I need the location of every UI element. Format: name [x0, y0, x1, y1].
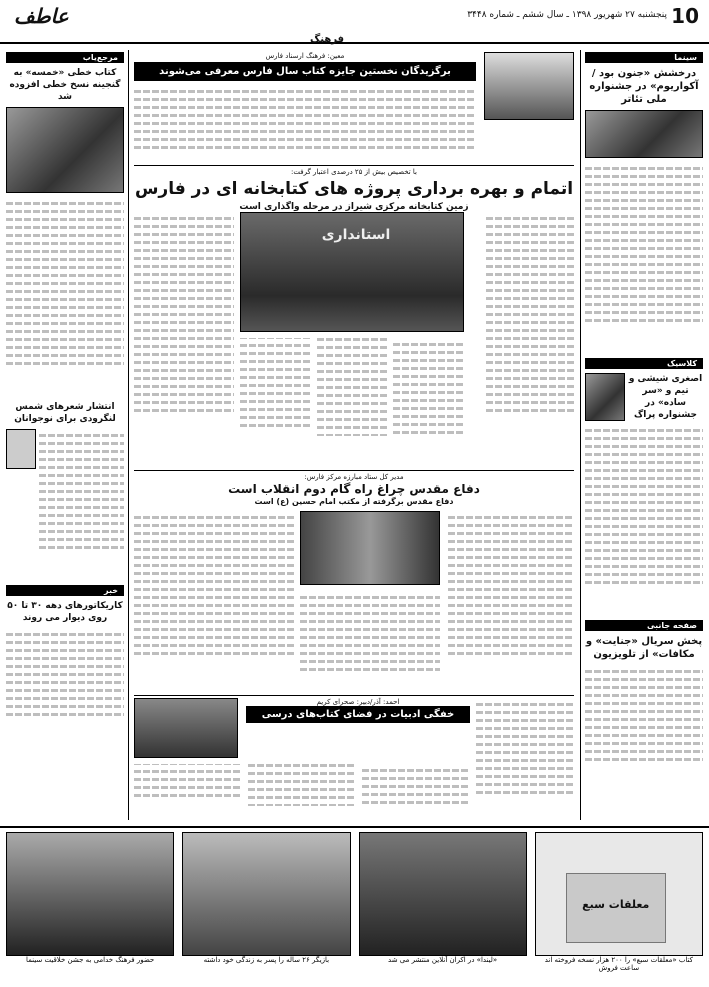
lead-story	[134, 168, 574, 468]
divider-2	[134, 470, 574, 471]
defense-story-kicker: مدیر کل ستاد مبارزه مرکز فارس:	[304, 473, 404, 481]
newspaper-logo: عاطف	[14, 4, 69, 28]
section-title: فرهنگ	[310, 34, 345, 45]
literature-story-kicker: احمد: آذر/دبیر: صحرای کریم	[316, 698, 400, 706]
left-story-1-title: کتاب خطی «خمسه» به گنجینه نسخ خطی افزوده شد	[9, 68, 121, 102]
literature-story-body-right	[476, 698, 574, 816]
left-story-2-body	[39, 429, 124, 579]
literature-story	[134, 698, 574, 822]
divider-3	[134, 695, 574, 696]
right-story-2-body	[585, 424, 703, 614]
bottom-item-3	[182, 832, 350, 982]
defense-story-photo	[300, 511, 440, 585]
right-tab-2: کلاسیک	[585, 358, 703, 369]
lead-story-kicker: با تخصیص بیش از ۲۵ درصدی اعتبار گرفت:	[291, 168, 417, 176]
date-line: پنجشنبه ۲۷ شهریور ۱۳۹۸ ـ سال ششم ـ شماره ۳۴۴۸	[467, 10, 667, 20]
left-column-divider	[128, 50, 129, 820]
left-column	[6, 52, 124, 822]
literature-story-photo	[134, 698, 238, 758]
defense-story-body-left	[134, 511, 294, 687]
book-cover-title: معلقات سبع	[582, 898, 650, 911]
bottom-caption-2: «لیندا» در اکران آنلاین منتشر می شد	[388, 956, 498, 964]
top-story-kicker: معین: فرهنگ ارسناد فارس	[265, 52, 345, 60]
bottom-photo-4	[6, 832, 174, 956]
bottom-item-4	[6, 832, 174, 982]
left-story-3-title: کاریکاتورهای دهه ۳۰ تا ۵۰ روی دیوار می روند	[7, 601, 123, 623]
left-tab-3: خبر	[6, 585, 124, 596]
defense-story-subtitle: دفاع مقدس برگرفته از مکتب امام حسین (ع) است	[254, 497, 454, 506]
bottom-photo-2	[359, 832, 527, 956]
bottom-photo-strip	[6, 832, 703, 982]
left-story-2-portrait	[6, 429, 36, 469]
right-story-1-photo	[585, 110, 703, 158]
right-tab-1: سینما	[585, 52, 703, 63]
defense-story	[134, 473, 574, 693]
right-story-3-body	[585, 665, 703, 785]
right-column	[585, 52, 703, 822]
right-story-2-photo	[585, 373, 625, 421]
left-story-2-title: انتشار شعرهای شمس لنگرودی برای نوجوانان	[14, 402, 116, 424]
bottom-item-1	[535, 832, 703, 982]
right-column-divider	[580, 50, 581, 820]
top-story-body	[134, 85, 476, 163]
left-story-1-body	[6, 197, 124, 397]
bottom-caption-1: کتاب «معلقات سبع» را ۲۰۰ هزار نسخه فروخته اند ساعت فروش	[544, 956, 693, 972]
defense-story-body-mid	[300, 591, 440, 687]
defense-story-body-right	[448, 511, 574, 687]
page-number: 10	[671, 4, 699, 28]
masthead	[0, 0, 709, 44]
lead-story-title: اتمام و بهره برداری پروژه های کتابخانه ای در فارس	[134, 179, 574, 199]
top-story	[134, 52, 574, 162]
bottom-caption-4: حضور فرهنگ خدامی به جشن خلاقیت سینما	[25, 956, 155, 964]
left-story-3-body	[6, 628, 124, 738]
lead-story-photo	[240, 212, 464, 332]
lead-story-body-left	[134, 212, 234, 458]
top-story-photo	[484, 52, 574, 120]
bottom-caption-3: بازیگر ۲۶ ساله را پسر به زندگی خود داشته	[203, 956, 330, 964]
bottom-photo-3	[182, 832, 350, 956]
photo-sign-text: استانداری	[321, 227, 391, 243]
right-story-1-title: درخشش «جنون بود / آکواریوم» در جشنواره ملی تئاتر	[589, 68, 699, 105]
literature-story-body	[134, 764, 470, 816]
book-cover-photo	[535, 832, 703, 956]
literature-story-title: خفگی ادبیات در فضای کتاب‌های درسی	[246, 706, 470, 723]
left-story-1-photo	[6, 107, 124, 193]
right-story-3-title: پخش سریال «جنایت» و مکافات» از تلویزیون	[585, 636, 703, 660]
defense-story-title: دفاع مقدس چراغ راه گام دوم انقلاب است	[228, 482, 480, 496]
left-tab-1: مرجع‌یاب	[6, 52, 124, 63]
right-story-1-body	[585, 162, 703, 352]
right-tab-3: صفحه جانبی	[585, 620, 703, 631]
lead-story-body-right	[486, 212, 574, 458]
bottom-item-2	[359, 832, 527, 982]
bottom-strip-rule	[0, 826, 709, 828]
lead-story-body-center	[240, 338, 464, 458]
lead-story-subtitle: زمین کتابخانه مرکزی شیراز در مرحله واگذاری است	[239, 202, 469, 212]
top-story-title: برگزیدگان نخستین جایزه کتاب سال فارس معرفی می‌شوند	[134, 62, 476, 81]
right-story-2-title: اصغری شیشی و تیم و «سر ساده» در جشنواره پراگ	[628, 374, 703, 420]
divider-1	[134, 165, 574, 166]
